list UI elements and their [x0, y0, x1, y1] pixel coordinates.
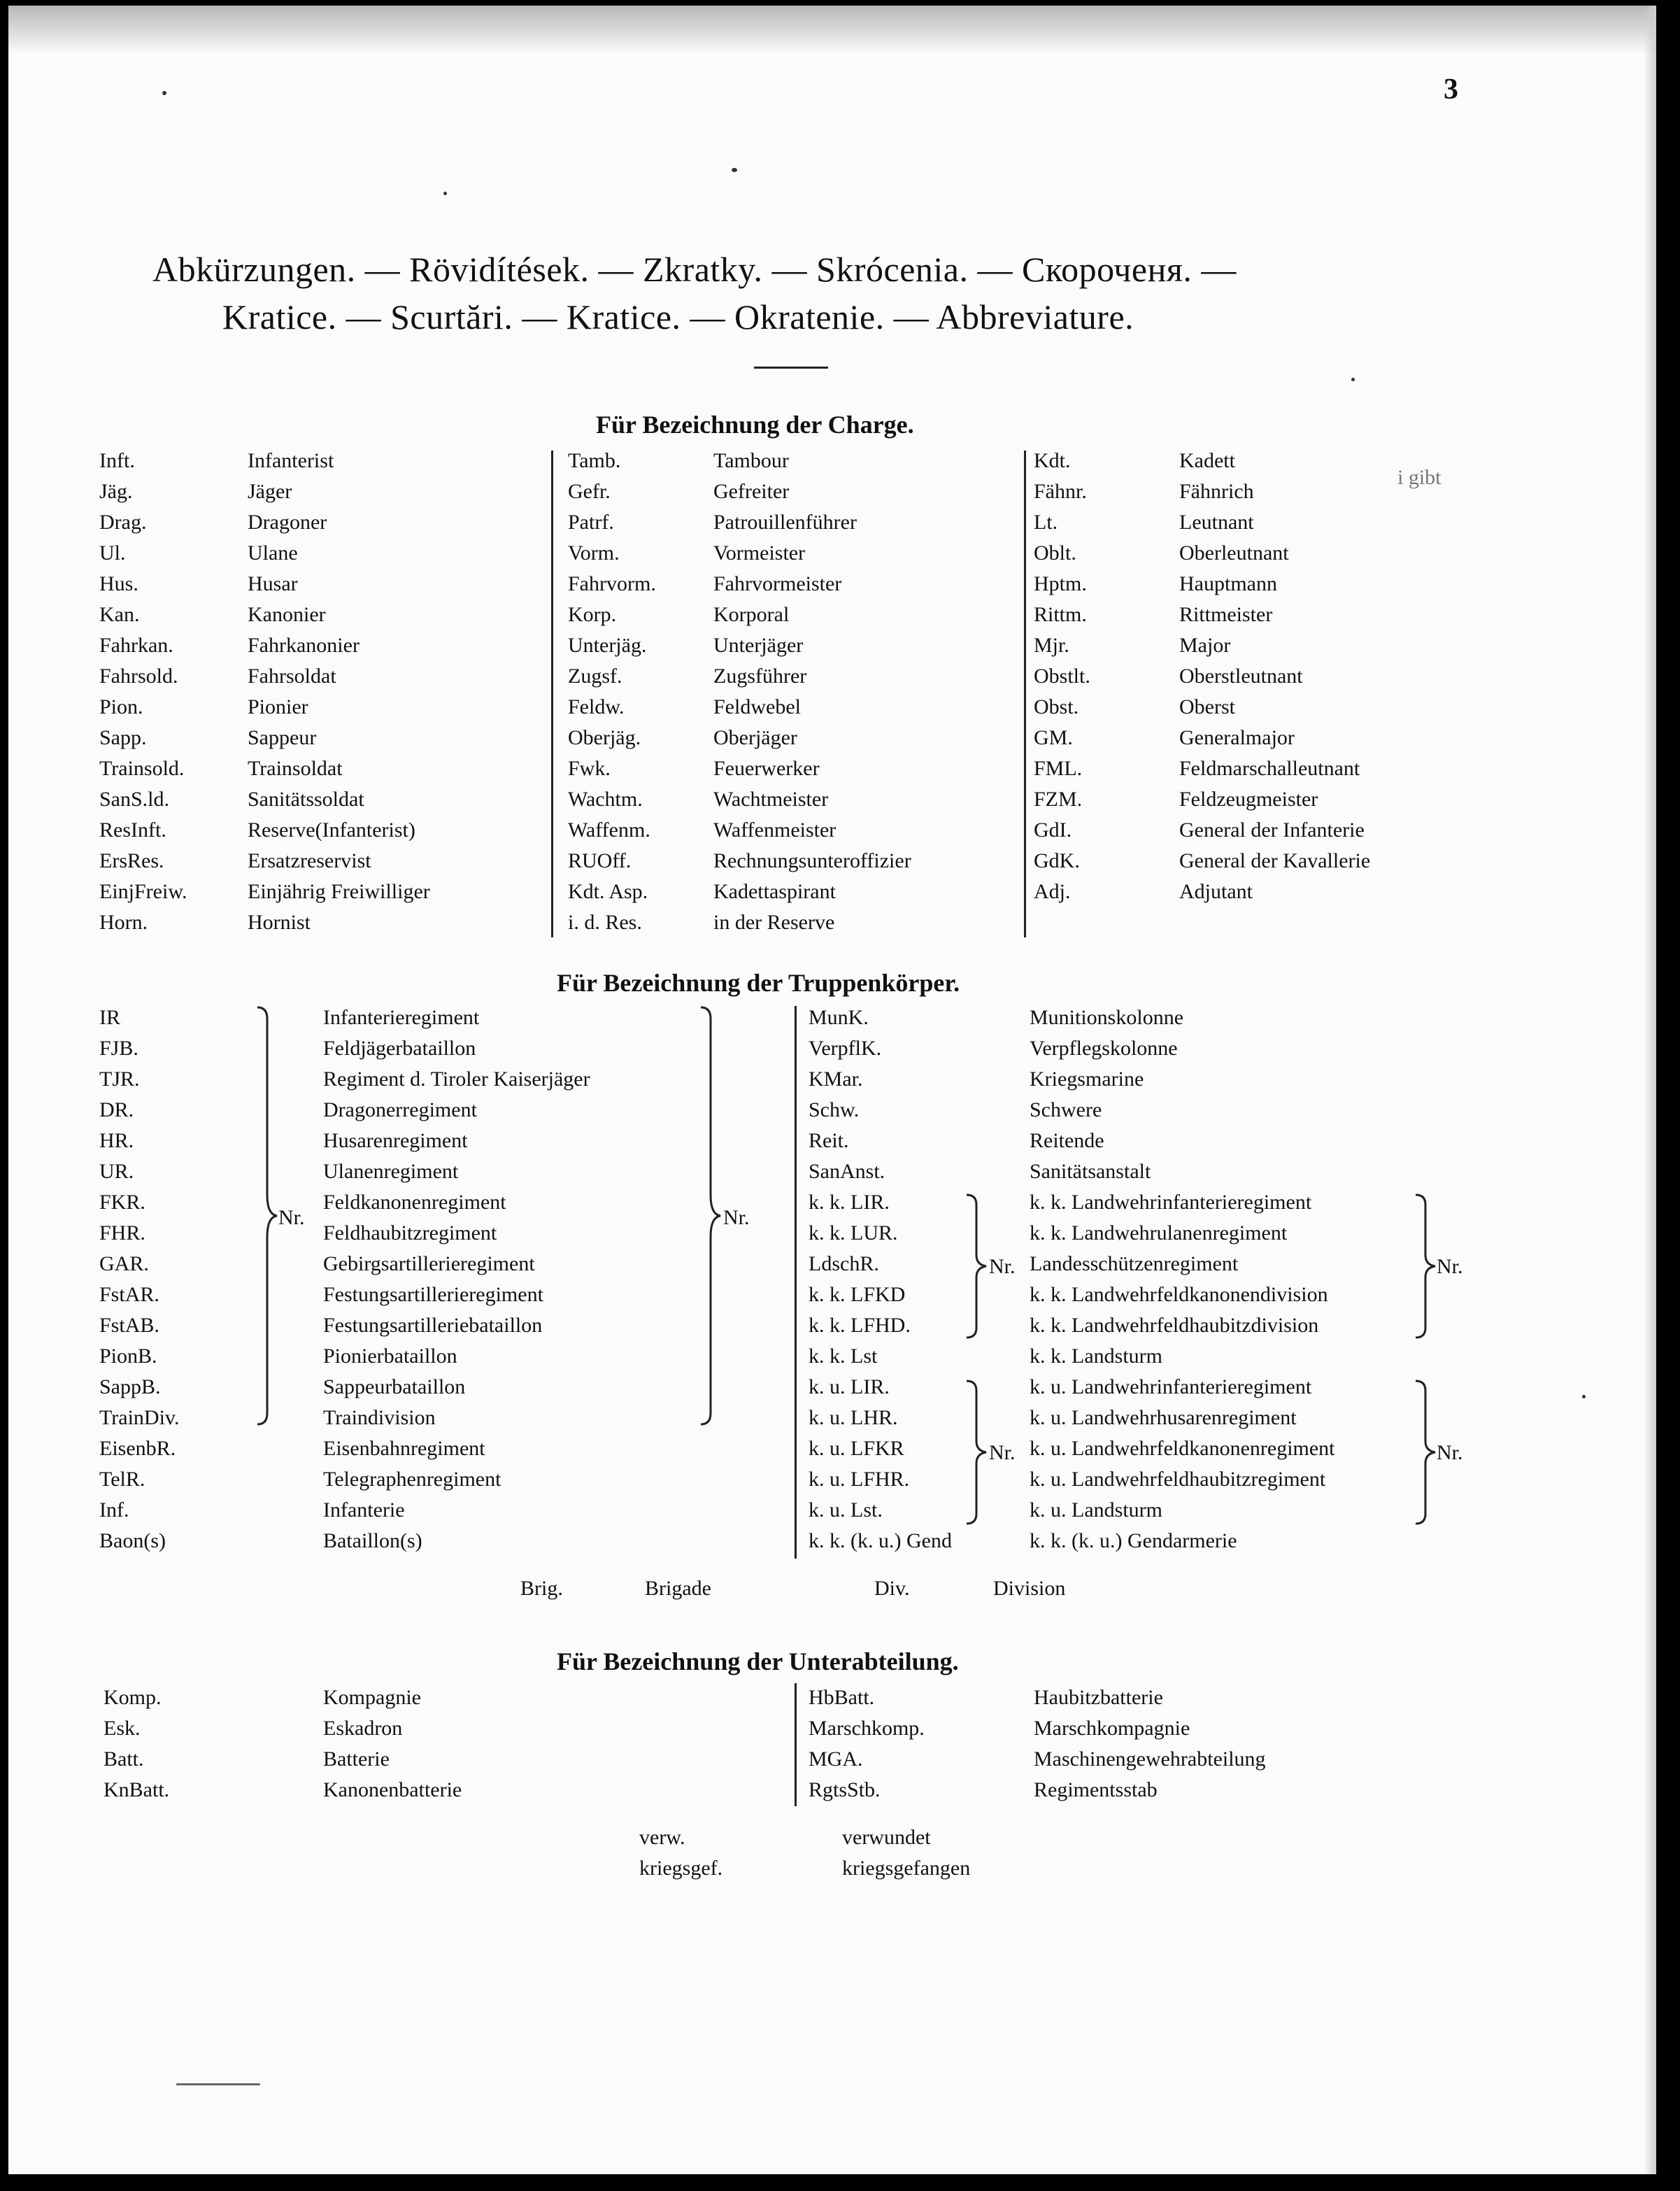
- charge-col1-meaning: Ulane: [248, 541, 298, 565]
- charge-col3-abbr: GM.: [1034, 726, 1073, 749]
- truppen-right-abbr: Reit.: [809, 1129, 849, 1152]
- charge-col2-abbr: Patrf.: [568, 511, 614, 534]
- charge-col3-meaning: Leutnant: [1179, 511, 1254, 534]
- brace-kk-abbr: [962, 1192, 990, 1340]
- truppen-left-abbr: FstAB.: [99, 1314, 159, 1337]
- truppen-left-meaning: Sappeurbataillon: [323, 1375, 466, 1398]
- charge-col1-meaning: Ersatzreservist: [248, 849, 371, 872]
- charge-col3-abbr: FML.: [1034, 757, 1083, 780]
- charge-col2-meaning: Waffenmeister: [713, 818, 837, 842]
- charge-col3-abbr: Mjr.: [1034, 634, 1069, 657]
- truppen-left-abbr: SappB.: [99, 1375, 161, 1398]
- charge-col1-meaning: Sanitätssoldat: [248, 788, 364, 811]
- charge-col2-meaning: Oberjäger: [713, 726, 797, 749]
- charge-col2-abbr: Fwk.: [568, 757, 611, 780]
- charge-col3-meaning: Oberstleutnant: [1179, 665, 1303, 688]
- brig-abbr: Brig.: [520, 1577, 563, 1600]
- charge-col2-meaning: Vormeister: [713, 541, 806, 565]
- unter-right-meaning: Marschkompagnie: [1034, 1717, 1190, 1740]
- truppen-left-meaning: Dragonerregiment: [323, 1098, 477, 1121]
- charge-col1-abbr: Fahrkan.: [99, 634, 173, 657]
- charge-col3-meaning: Oberleutnant: [1179, 541, 1289, 565]
- charge-col1-abbr: Pion.: [99, 695, 143, 718]
- nr-label-kk: Nr.: [989, 1255, 1016, 1278]
- truppen-left-meaning: Pionierbataillon: [323, 1345, 457, 1368]
- charge-col1-abbr: Hus.: [99, 572, 138, 595]
- truppen-right-abbr: k. u. LHR.: [809, 1406, 898, 1429]
- charge-col3-meaning: Oberst: [1179, 695, 1235, 718]
- charge-col2-meaning: Kadettaspirant: [713, 880, 836, 903]
- unter-left-meaning: Kanonenbatterie: [323, 1778, 462, 1801]
- unter-right-meaning: Regimentsstab: [1034, 1778, 1158, 1801]
- scan-right-shadow: [1644, 6, 1656, 2174]
- title-divider: [754, 367, 828, 369]
- brig-full: Brigade: [645, 1577, 711, 1600]
- charge-col1-abbr: ErsRes.: [99, 849, 164, 872]
- charge-col3-abbr: Kdt.: [1034, 449, 1071, 472]
- truppen-right-meaning: k. k. Landwehrulanenregiment: [1030, 1221, 1288, 1245]
- charge-col1-meaning: Fahrsoldat: [248, 665, 336, 688]
- charge-col3-meaning: Fähnrich: [1179, 480, 1254, 503]
- charge-col2-abbr: Feldw.: [568, 695, 625, 718]
- unter-divider: [795, 1683, 797, 1806]
- truppen-divider: [795, 1006, 797, 1559]
- unter-right-abbr: MGA.: [809, 1747, 863, 1771]
- charge-col3-meaning: Feldmarschalleutnant: [1179, 757, 1360, 780]
- charge-col3-meaning: Generalmajor: [1179, 726, 1295, 749]
- charge-col2-abbr: Wachtm.: [568, 788, 643, 811]
- truppen-left-meaning: Telegraphenregiment: [323, 1468, 501, 1491]
- charge-col2-meaning: Feldwebel: [713, 695, 801, 718]
- unter-extra-meaning: kriegsgefangen: [842, 1857, 971, 1880]
- unter-right-abbr: RgtsStb.: [809, 1778, 881, 1801]
- charge-col2-abbr: Zugsf.: [568, 665, 622, 688]
- charge-col3-meaning: Feldzeugmeister: [1179, 788, 1318, 811]
- nr-label-left: Nr.: [278, 1206, 305, 1229]
- charge-col2-meaning: Unterjäger: [713, 634, 804, 657]
- charge-col3-meaning: Rittmeister: [1179, 603, 1273, 626]
- charge-col1-meaning: Infanterist: [248, 449, 334, 472]
- truppen-right-meaning: Schwere: [1030, 1098, 1102, 1121]
- unter-right-meaning: Haubitzbatterie: [1034, 1686, 1163, 1709]
- charge-col2-meaning: Wachtmeister: [713, 788, 829, 811]
- charge-col2-meaning: Fahrvormeister: [713, 572, 842, 595]
- unter-left-abbr: Batt.: [104, 1747, 144, 1771]
- nr-label-ku-right: Nr.: [1437, 1441, 1463, 1464]
- unter-left-abbr: Esk.: [104, 1717, 141, 1740]
- charge-col1-abbr: Sapp.: [99, 726, 147, 749]
- charge-col3-meaning: Hauptmann: [1179, 572, 1277, 595]
- charge-col3-abbr: Lt.: [1034, 511, 1058, 534]
- truppen-left-meaning: Festungsartilleriebataillon: [323, 1314, 543, 1337]
- charge-col3-abbr: Hptm.: [1034, 572, 1087, 595]
- truppen-right-meaning: k. k. (k. u.) Gendarmerie: [1030, 1529, 1237, 1552]
- charge-col2-meaning: Rechnungsunteroffizier: [713, 849, 911, 872]
- charge-col3-meaning: General der Infanterie: [1179, 818, 1365, 842]
- brace-ku-full: [1411, 1378, 1439, 1526]
- truppen-left-meaning: Ulanenregiment: [323, 1160, 459, 1183]
- truppen-right-meaning: k. u. Landwehrfeldhaubitzregiment: [1030, 1468, 1326, 1491]
- charge-col2-meaning: Zugsführer: [713, 665, 807, 688]
- charge-col3-abbr: Obst.: [1034, 695, 1079, 718]
- charge-col1-abbr: Horn.: [99, 911, 148, 934]
- unter-right-abbr: HbBatt.: [809, 1686, 875, 1709]
- truppen-right-abbr: k. k. Lst: [809, 1345, 878, 1368]
- charge-col3-abbr: Rittm.: [1034, 603, 1087, 626]
- truppen-right-meaning: k. k. Landsturm: [1030, 1345, 1162, 1368]
- truppen-left-meaning: Infanterieregiment: [323, 1006, 480, 1029]
- truppen-left-abbr: Inf.: [99, 1498, 129, 1522]
- truppen-right-meaning: k. k. Landwehrfeldkanonendivision: [1030, 1283, 1328, 1306]
- truppen-left-abbr: IR: [99, 1006, 120, 1029]
- truppen-right-meaning: k. u. Landwehrinfanterieregiment: [1030, 1375, 1312, 1398]
- title-line-2: Kratice. — Scurtări. — Kratice. — Okratenie. — Abbreviature.: [222, 297, 1134, 336]
- truppen-left-abbr: FKR.: [99, 1191, 145, 1214]
- truppen-right-meaning: Munitionskolonne: [1030, 1006, 1184, 1029]
- charge-col2-abbr: Gefr.: [568, 480, 611, 503]
- margin-note: i gibt: [1397, 466, 1441, 489]
- charge-col2-abbr: Fahrvorm.: [568, 572, 656, 595]
- charge-col1-meaning: Sappeur: [248, 726, 317, 749]
- charge-col1-meaning: Kanonier: [248, 603, 326, 626]
- brace-left-group: [253, 1005, 281, 1427]
- truppen-left-abbr: HR.: [99, 1129, 134, 1152]
- charge-col2-abbr: Tamb.: [568, 449, 621, 472]
- scan-top-shadow: [8, 6, 1656, 55]
- truppen-left-meaning: Feldkanonenregiment: [323, 1191, 506, 1214]
- charge-col3-meaning: Major: [1179, 634, 1231, 657]
- charge-col2-meaning: Patrouillenführer: [713, 511, 857, 534]
- charge-col2-abbr: RUOff.: [568, 849, 632, 872]
- truppen-left-abbr: PionB.: [99, 1345, 157, 1368]
- truppen-right-meaning: Sanitätsanstalt: [1030, 1160, 1151, 1183]
- truppen-right-abbr: k. k. LFKD: [809, 1283, 906, 1306]
- charge-col3-abbr: Obstlt.: [1034, 665, 1090, 688]
- scan-speck: [443, 192, 447, 195]
- charge-col2-abbr: Vorm.: [568, 541, 620, 565]
- truppen-left-abbr: FHR.: [99, 1221, 145, 1245]
- charge-col2-meaning: Gefreiter: [713, 480, 790, 503]
- truppen-left-meaning: Feldhaubitzregiment: [323, 1221, 497, 1245]
- charge-col3-meaning: General der Kavallerie: [1179, 849, 1371, 872]
- charge-col1-meaning: Dragoner: [248, 511, 327, 534]
- charge-col1-meaning: Reserve(Infanterist): [248, 818, 415, 842]
- charge-col1-abbr: ResInft.: [99, 818, 166, 842]
- charge-col2-abbr: Unterjäg.: [568, 634, 647, 657]
- truppen-right-abbr: k. k. LUR.: [809, 1221, 898, 1245]
- truppen-right-meaning: Landesschützenregiment: [1030, 1252, 1239, 1275]
- scan-speck: [1582, 1395, 1586, 1398]
- truppen-left-abbr: TrainDiv.: [99, 1406, 180, 1429]
- truppen-right-meaning: k. u. Landwehrhusarenregiment: [1030, 1406, 1297, 1429]
- charge-divider-1: [551, 451, 553, 937]
- truppen-right-abbr: k. u. LFKR: [809, 1437, 904, 1460]
- charge-col1-abbr: Trainsold.: [99, 757, 185, 780]
- charge-divider-2: [1024, 451, 1026, 937]
- unter-extra-abbr: verw.: [639, 1826, 685, 1849]
- truppen-right-meaning: Kriegsmarine: [1030, 1068, 1144, 1091]
- truppen-left-abbr: UR.: [99, 1160, 134, 1183]
- truppen-right-abbr: Schw.: [809, 1098, 860, 1121]
- charge-col3-meaning: Kadett: [1179, 449, 1235, 472]
- nr-label-ku: Nr.: [989, 1441, 1016, 1464]
- unter-right-meaning: Maschinengewehrabteilung: [1034, 1747, 1266, 1771]
- unter-extra-abbr: kriegsgef.: [639, 1857, 723, 1880]
- charge-col2-abbr: Korp.: [568, 603, 617, 626]
- unter-left-meaning: Kompagnie: [323, 1686, 421, 1709]
- truppen-left-meaning: Infanterie: [323, 1498, 405, 1522]
- div-full: Division: [993, 1577, 1066, 1600]
- charge-col2-meaning: Korporal: [713, 603, 790, 626]
- charge-col3-abbr: Oblt.: [1034, 541, 1076, 565]
- document-page: [8, 6, 1656, 2174]
- truppen-left-meaning: Gebirgsartillerieregiment: [323, 1252, 535, 1275]
- truppen-left-abbr: TelR.: [99, 1468, 145, 1491]
- page-number: 3: [1444, 73, 1458, 106]
- unter-left-meaning: Batterie: [323, 1747, 390, 1771]
- truppen-right-abbr: k. k. LIR.: [809, 1191, 890, 1214]
- truppen-right-abbr: KMar.: [809, 1068, 863, 1091]
- scan-speck: [1351, 378, 1355, 381]
- charge-col3-abbr: Fähnr.: [1034, 480, 1087, 503]
- nr-label-kk-right: Nr.: [1437, 1255, 1463, 1278]
- truppen-right-abbr: VerpflK.: [809, 1037, 882, 1060]
- charge-col1-meaning: Fahrkanonier: [248, 634, 360, 657]
- truppen-left-abbr: FJB.: [99, 1037, 138, 1060]
- charge-col3-meaning: Adjutant: [1179, 880, 1253, 903]
- charge-col3-abbr: FZM.: [1034, 788, 1083, 811]
- charge-col1-abbr: SanS.ld.: [99, 788, 170, 811]
- truppen-right-abbr: k. k. (k. u.) Gend: [809, 1529, 952, 1552]
- truppen-left-meaning: Feldjägerbataillon: [323, 1037, 476, 1060]
- brace-ku-abbr: [962, 1378, 990, 1526]
- truppen-right-meaning: Verpflegskolonne: [1030, 1037, 1178, 1060]
- charge-col1-abbr: Fahrsold.: [99, 665, 178, 688]
- charge-col1-abbr: Jäg.: [99, 480, 133, 503]
- truppen-left-abbr: EisenbR.: [99, 1437, 176, 1460]
- charge-col2-abbr: i. d. Res.: [568, 911, 642, 934]
- charge-col2-meaning: in der Reserve: [713, 911, 835, 934]
- charge-col1-meaning: Einjährig Freiwilliger: [248, 880, 430, 903]
- truppen-right-meaning: k. u. Landwehrfeldkanonenregiment: [1030, 1437, 1335, 1460]
- truppen-left-meaning: Husarenregiment: [323, 1129, 468, 1152]
- charge-col1-meaning: Trainsoldat: [248, 757, 343, 780]
- truppen-left-meaning: Festungsartillerieregiment: [323, 1283, 543, 1306]
- unter-right-abbr: Marschkomp.: [809, 1717, 925, 1740]
- truppen-left-abbr: FstAR.: [99, 1283, 159, 1306]
- unter-heading: Für Bezeichnung der Unterabteilung.: [557, 1647, 959, 1675]
- truppen-right-abbr: SanAnst.: [809, 1160, 885, 1183]
- charge-col2-meaning: Feuerwerker: [713, 757, 820, 780]
- truppen-left-abbr: GAR.: [99, 1252, 149, 1275]
- charge-col2-meaning: Tambour: [713, 449, 789, 472]
- truppen-right-meaning: Reitende: [1030, 1129, 1104, 1152]
- nr-label-middle: Nr.: [723, 1206, 750, 1229]
- charge-col3-abbr: Adj.: [1034, 880, 1071, 903]
- charge-col1-meaning: Pionier: [248, 695, 308, 718]
- scan-speck: [176, 2083, 260, 2085]
- charge-col1-meaning: Husar: [248, 572, 298, 595]
- charge-col3-abbr: GdK.: [1034, 849, 1080, 872]
- truppen-left-meaning: Eisenbahnregiment: [323, 1437, 485, 1460]
- scan-speck: [732, 168, 737, 172]
- truppen-left-meaning: Regiment d. Tiroler Kaiserjäger: [323, 1068, 590, 1091]
- charge-col1-abbr: Kan.: [99, 603, 140, 626]
- charge-col2-abbr: Waffenm.: [568, 818, 650, 842]
- truppen-right-abbr: k. u. LFHR.: [809, 1468, 910, 1491]
- charge-col1-meaning: Hornist: [248, 911, 311, 934]
- truppen-right-abbr: LdschR.: [809, 1252, 879, 1275]
- truppen-right-abbr: k. k. LFHD.: [809, 1314, 911, 1337]
- truppen-left-meaning: Traindivision: [323, 1406, 436, 1429]
- unter-extra-meaning: verwundet: [842, 1826, 931, 1849]
- truppen-right-meaning: k. u. Landsturm: [1030, 1498, 1162, 1522]
- title-line-1: Abkürzungen. — Rövidítések. — Zkratky. — Skrócenia. — Скороченя. —: [152, 250, 1237, 289]
- truppen-right-abbr: MunK.: [809, 1006, 869, 1029]
- charge-col1-abbr: Ul.: [99, 541, 126, 565]
- truppen-right-meaning: k. k. Landwehrinfanterieregiment: [1030, 1191, 1312, 1214]
- charge-col1-abbr: Inft.: [99, 449, 135, 472]
- unter-left-abbr: KnBatt.: [104, 1778, 170, 1801]
- truppen-left-abbr: DR.: [99, 1098, 134, 1121]
- truppen-left-abbr: Baon(s): [99, 1529, 166, 1552]
- truppen-right-abbr: k. u. Lst.: [809, 1498, 883, 1522]
- truppen-left-abbr: TJR.: [99, 1068, 140, 1091]
- brace-middle-group: [697, 1005, 725, 1427]
- truppen-heading: Für Bezeichnung der Truppenkörper.: [557, 969, 960, 997]
- unter-left-abbr: Komp.: [104, 1686, 162, 1709]
- truppen-right-meaning: k. k. Landwehrfeldhaubitzdivision: [1030, 1314, 1319, 1337]
- charge-col3-abbr: GdI.: [1034, 818, 1072, 842]
- brace-kk-full: [1411, 1192, 1439, 1340]
- charge-col1-abbr: EinjFreiw.: [99, 880, 187, 903]
- div-abbr: Div.: [874, 1577, 910, 1600]
- truppen-left-meaning: Bataillon(s): [323, 1529, 422, 1552]
- unter-left-meaning: Eskadron: [323, 1717, 403, 1740]
- charge-col1-meaning: Jäger: [248, 480, 292, 503]
- scan-speck: [162, 91, 166, 95]
- charge-heading: Für Bezeichnung der Charge.: [596, 411, 914, 439]
- truppen-right-abbr: k. u. LIR.: [809, 1375, 890, 1398]
- charge-col2-abbr: Kdt. Asp.: [568, 880, 648, 903]
- charge-col2-abbr: Oberjäg.: [568, 726, 641, 749]
- charge-col1-abbr: Drag.: [99, 511, 147, 534]
